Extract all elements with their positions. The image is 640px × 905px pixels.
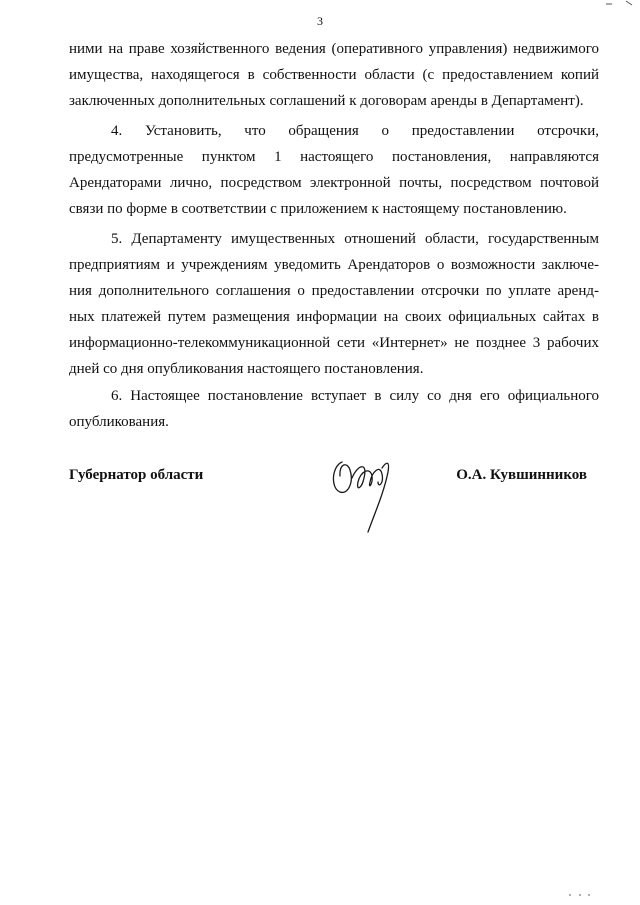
paragraph-4 — [69, 118, 599, 222]
paragraph-5 — [69, 226, 599, 382]
text-line: дней со дня опубликования настоящего постановления. — [69, 361, 424, 377]
handwritten-signature — [328, 448, 398, 538]
text-line: 6. Настоящее постановление вступает в силу со дня его официального — [111, 388, 599, 404]
text-line: 4. Установить, что обращения о предоставлении отсрочки, — [111, 123, 599, 139]
paragraph-6 — [69, 383, 599, 435]
text-line: связи по форме в соответствии с приложением к настоящему постановлению. — [69, 201, 567, 217]
signatory-title: Губернатор области — [69, 467, 204, 483]
signatory-name: О.А. Кувшинников — [456, 467, 587, 483]
text-line: ния дополнительного соглашения о предоставлении отсрочки по уплате аренд- — [69, 283, 599, 299]
text-line: ных платежей путем размещения информации на своих официальных сайтах в — [69, 309, 599, 325]
paragraph-3-continuation — [69, 36, 599, 114]
scan-mark — [567, 892, 593, 898]
text-line: опубликования. — [69, 414, 169, 430]
text-line: Арендаторами лично, посредством электронной почты, посредством почтовой — [69, 175, 599, 191]
scan-mark — [604, 0, 634, 6]
text-line: 5. Департаменту имущественных отношений области, государственным — [111, 231, 599, 247]
text-line: предприятиям и учреждениям уведомить Арендаторов о возможности заключе- — [69, 257, 599, 273]
text-line: информационно-телекоммуникационной сети «Интернет» не позднее 3 рабочих — [69, 335, 599, 351]
text-line: имущества, находящегося в собственности области (с предоставлением копий — [69, 67, 599, 83]
page-number: 3 — [317, 14, 323, 28]
text-line: заключенных дополнительных соглашений к договорам аренды в Департамент). — [69, 93, 584, 109]
text-line: ними на праве хозяйственного ведения (оперативного управления) недвижимого — [69, 41, 599, 57]
text-line: предусмотренные пунктом 1 настоящего постановления, направляются — [69, 149, 599, 165]
